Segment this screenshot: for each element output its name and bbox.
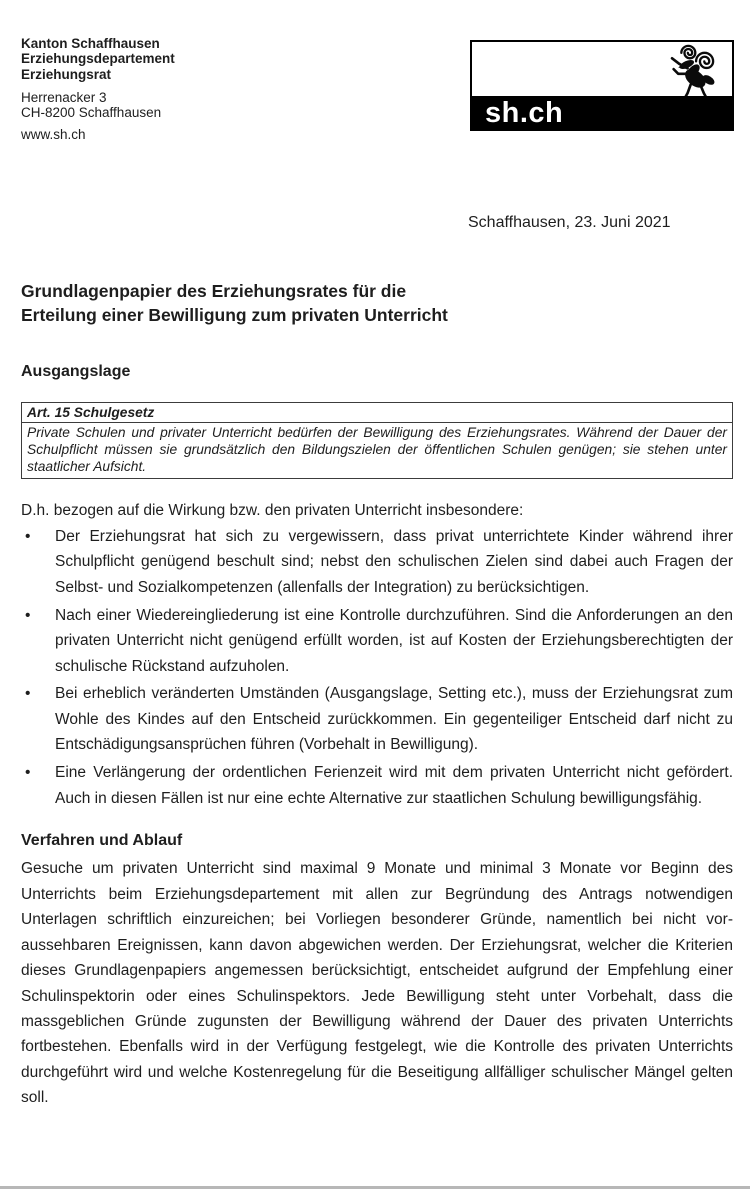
list-item-text: Nach einer Wiedereingliederung ist eine Kontrolle durchzuführen. Sind die Anforderungen an den privaten Unterricht nicht genügend erfüllt worden, ist auf Kosten der Erziehungsberechtigten der schulische Rückstand aufzuholen. <box>55 606 733 675</box>
document-title <box>21 280 733 327</box>
sender-street: Herrenacker 3 <box>21 89 107 105</box>
document-title-line1: Grundlagenpapier des Erziehungsrates für die <box>21 281 407 301</box>
dateline: Schaffhausen, 23. Juni 2021 <box>468 214 671 231</box>
law-article-text: Private Schulen und privater Unterricht bedürfen der Bewilligung des Erziehungsrates. Während der Dauer der Schulpflicht müssen sie grundsätzlich den Bildungszielen der öffentlichen Schulen genügen; sie stehen unter staatlicher Aufsicht. <box>27 425 727 475</box>
law-article-title: Art. 15 Schulgesetz <box>22 403 732 423</box>
sender-department: Erziehungsdepartement <box>21 51 175 67</box>
list-item-text: Eine Verlängerung der ordentlichen Ferienzeit wird mit dem privaten Unterricht nicht gefördert. Auch in diesen Fällen ist nur eine echte Alternative zur staatlichen Schulung bewilligungsfähig. <box>55 764 733 807</box>
verfahren-paragraph: Gesuche um privaten Unterricht sind maximal 9 Monate und minimal 3 Monate vor Beginn des Unterrichts beim Erziehungsdepartement mit allen zur Begründung des Antrags notwendigen Unterlagen schriftlich einzureichen; bei Vorliegen besonderer Gründe, namentlich bei nicht voraussehbaren Ereignissen, kann davon abgewichen werden. Der Erziehungsrat, welcher die Kriterien dieses Grundlagenpapiers angemessen berücksichtigt, entscheidet aufgrund der Empfehlung einer Schulinspektorin oder eines Schulinspektors. Jede Bewilligung steht unter Vorbehalt, dass die massgeblichen Gründe zugunsten der Bewilligung während der Dauer des privaten Unterrichts fortbestehen. Ebenfalls wird in der Verfügung festgelegt, wie die Kontrolle des privaten Unterrichts durchgeführt wird und welche Kostenregelung für die Beseitigung allfälliger schulischer Mängel gelten soll. <box>21 860 733 1107</box>
bullet-icon: • <box>25 685 31 703</box>
logo-wordmark: sh.ch <box>485 96 564 129</box>
section-heading-ausgangslage: Ausgangslage <box>21 363 131 380</box>
list-item-text: Bei erheblich veränderten Umständen (Ausgangslage, Setting etc.), muss der Erziehungsrat zum Wohle des Kindes auf den Entscheid zurückkommen. Ein gegenteiliger Entscheid darf nicht zu Entschädigungsansprüchen führen (Vorbehalt in Bewilligung). <box>55 685 733 754</box>
sender-city: CH-8200 Schaffhausen <box>21 105 162 121</box>
bullet-icon: • <box>25 606 31 624</box>
criteria-list <box>21 524 733 813</box>
intro-line: D.h. bezogen auf die Wirkung bzw. den privaten Unterricht insbesondere: <box>21 501 524 519</box>
document-title-line2: Erteilung einer Bewilligung zum privaten Unterricht <box>21 304 448 325</box>
document-body <box>21 0 733 1111</box>
list-item <box>21 681 733 757</box>
bullet-icon: • <box>25 764 31 782</box>
list-item <box>21 760 733 811</box>
section-heading-verfahren: Verfahren und Ablauf <box>21 832 183 850</box>
sender-website: www.sh.ch <box>21 127 86 143</box>
page-boundary-line <box>0 1186 750 1189</box>
sender-unit: Erziehungsrat <box>21 66 112 82</box>
sender-canton: Kanton Schaffhausen <box>21 36 160 51</box>
list-item-text: Der Erziehungsrat hat sich zu vergewissern, dass privat unterrichtete Kinder während ihrer Schulpflicht genügend beschult sind; nebst den schulischen Zielen sind dabei auch Fragen der Selbst- und Sozialkompetenzen (allenfalls der Integration) zu berücksichtigen. <box>55 528 733 596</box>
law-quote-box <box>21 402 733 479</box>
list-item <box>21 603 733 679</box>
bullet-icon: • <box>25 528 31 546</box>
list-item <box>21 524 733 600</box>
